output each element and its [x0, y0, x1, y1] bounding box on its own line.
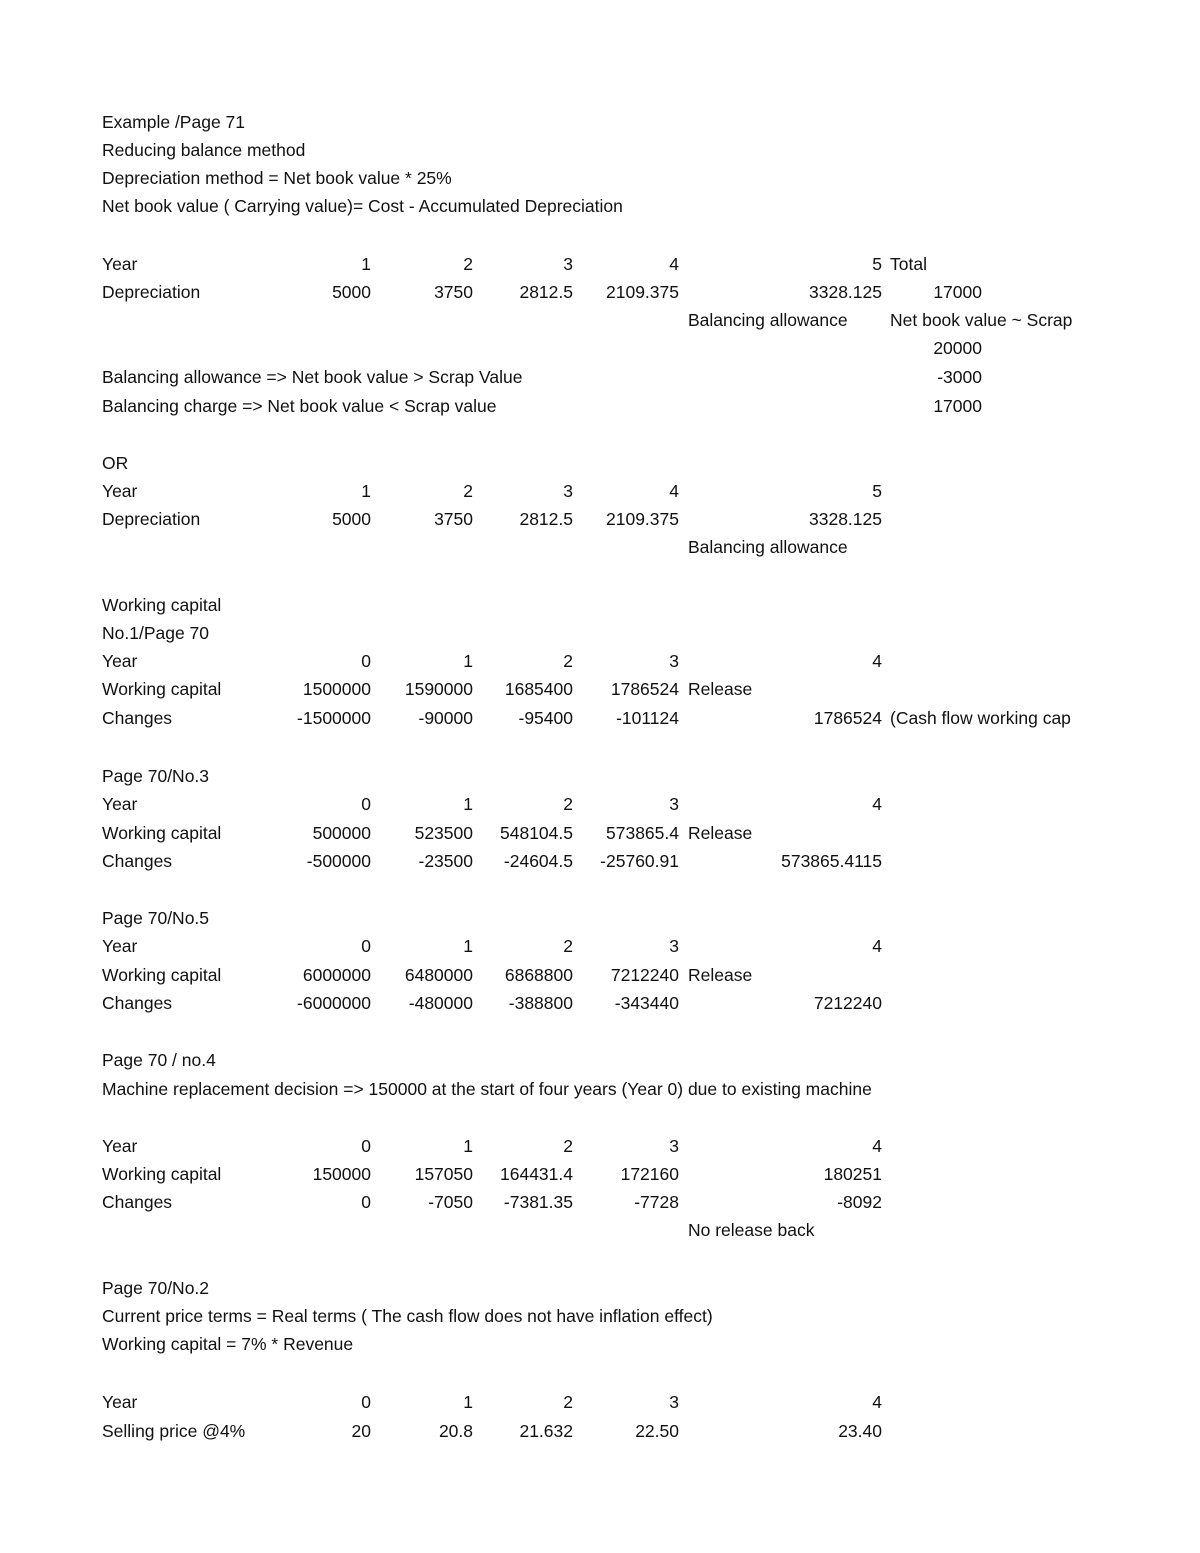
cell-col-b: 0	[361, 651, 371, 671]
cell-col-g: 23.40	[838, 1421, 882, 1441]
cell-col-e: -25760.91	[600, 851, 679, 871]
cell-col-e: -101124	[616, 708, 679, 728]
cell-col-f: Release	[688, 823, 753, 843]
cell-label: Working capital	[102, 595, 222, 615]
sheet-row	[0, 848, 1200, 874]
cell-col-b: 150000	[312, 1164, 371, 1184]
sheet-row	[0, 962, 1200, 988]
sheet-row	[0, 676, 1200, 702]
cell-col-d: 2	[563, 936, 573, 956]
cell-col-e: 4	[669, 254, 679, 274]
sheet-row	[0, 335, 1200, 361]
cell-col-c: 1	[463, 1392, 473, 1412]
cell-label: Selling price @4%	[102, 1421, 246, 1441]
sheet-row	[0, 251, 1200, 277]
cell-col-g: 3328.125	[809, 282, 882, 302]
sheet-row	[0, 620, 1200, 646]
cell-col-e: 3	[669, 1136, 679, 1156]
cell-col-g: 7212240	[813, 993, 882, 1013]
cell-col-b: 20	[351, 1421, 371, 1441]
cell-label: Year	[102, 1392, 138, 1412]
cell-col-g: 4	[872, 1392, 882, 1412]
sheet-row	[0, 1418, 1200, 1444]
cell-col-b: -500000	[306, 851, 371, 871]
cell-label: Depreciation method = Net book value * 25%	[102, 168, 452, 188]
cell-col-f: Balancing allowance	[688, 537, 848, 557]
sheet-row	[0, 1047, 1200, 1073]
sheet-row	[0, 648, 1200, 674]
cell-col-d: 2812.5	[519, 282, 573, 302]
cell-col-f: Release	[688, 679, 753, 699]
cell-label: Changes	[102, 708, 173, 728]
sheet-row	[0, 506, 1200, 532]
cell-col-c: 523500	[414, 823, 473, 843]
cell-col-c: 1	[463, 1136, 473, 1156]
cell-col-b: -6000000	[297, 993, 371, 1013]
cell-col-c: 157050	[414, 1164, 473, 1184]
cell-col-e: 3	[669, 651, 679, 671]
sheet-row	[0, 820, 1200, 846]
cell-col-d: -388800	[508, 993, 573, 1013]
sheet-row	[0, 1275, 1200, 1301]
sheet-row	[0, 763, 1200, 789]
sheet-row	[0, 1076, 1200, 1102]
cell-col-c: 1590000	[404, 679, 473, 699]
cell-col-h: 17000	[933, 396, 982, 416]
cell-label: Year	[102, 481, 138, 501]
cell-col-b: 1	[361, 254, 371, 274]
sheet-row	[0, 165, 1200, 191]
cell-col-c: -90000	[418, 708, 473, 728]
cell-col-c: 20.8	[438, 1421, 473, 1441]
cell-col-e: 2109.375	[606, 282, 679, 302]
sheet-row	[0, 307, 1200, 333]
cell-col-e: 172160	[620, 1164, 679, 1184]
cell-label: Year	[102, 794, 138, 814]
cell-col-e: 3	[669, 794, 679, 814]
cell-col-c: 1	[463, 794, 473, 814]
cell-col-b: -1500000	[297, 708, 371, 728]
cell-label: Working capital	[102, 823, 222, 843]
sheet-row	[0, 705, 1200, 731]
cell-col-h: Total	[890, 254, 927, 274]
sheet-row	[0, 364, 1200, 390]
cell-col-e: 3	[669, 936, 679, 956]
cell-label: Working capital = 7% * Revenue	[102, 1334, 354, 1354]
sheet-row	[0, 534, 1200, 560]
cell-label: Page 70 / no.4	[102, 1050, 216, 1070]
cell-col-c: 2	[463, 481, 473, 501]
cell-col-e: 7212240	[610, 965, 679, 985]
cell-col-d: -24604.5	[503, 851, 573, 871]
cell-label: Depreciation	[102, 282, 201, 302]
sheet-row	[0, 478, 1200, 504]
cell-label: Depreciation	[102, 509, 201, 529]
cell-col-g: 4	[872, 1136, 882, 1156]
cell-label: Reducing balance method	[102, 140, 306, 160]
cell-col-b: 1500000	[302, 679, 371, 699]
sheet-row	[0, 393, 1200, 419]
sheet-row	[0, 137, 1200, 163]
cell-col-e: 22.50	[635, 1421, 679, 1441]
cell-col-e: 2109.375	[606, 509, 679, 529]
cell-col-d: 6868800	[504, 965, 573, 985]
cell-col-b: 5000	[332, 509, 371, 529]
cell-col-g: 1786524	[813, 708, 882, 728]
cell-label: Year	[102, 936, 138, 956]
sheet-row	[0, 1331, 1200, 1357]
cell-col-d: -95400	[518, 708, 573, 728]
cell-col-f: No release back	[688, 1220, 815, 1240]
sheet-row	[0, 279, 1200, 305]
cell-label: Example /Page 71	[102, 112, 246, 132]
cell-label: Changes	[102, 851, 173, 871]
cell-col-g: 4	[872, 936, 882, 956]
cell-label: Balancing allowance => Net book value > Scrap Value	[102, 367, 523, 387]
sheet-row	[0, 109, 1200, 135]
cell-col-b: 0	[361, 794, 371, 814]
cell-col-b: 0	[361, 1192, 371, 1212]
cell-col-d: 3	[563, 254, 573, 274]
cell-label: Year	[102, 651, 138, 671]
cell-col-h: (Cash flow working cap	[890, 708, 1071, 728]
cell-col-e: -7728	[634, 1192, 679, 1212]
sheet-row	[0, 990, 1200, 1016]
cell-label: Net book value ( Carrying value)= Cost - Accumulated Depreciation	[102, 196, 623, 216]
cell-col-e: 3	[669, 1392, 679, 1412]
sheet-row	[0, 1133, 1200, 1159]
sheet-row	[0, 1389, 1200, 1415]
cell-col-g: 3328.125	[809, 509, 882, 529]
cell-col-c: 1	[463, 936, 473, 956]
cell-col-g: 573865.4115	[781, 851, 882, 871]
cell-col-b: 6000000	[302, 965, 371, 985]
sheet-row	[0, 1161, 1200, 1187]
cell-label: Working capital	[102, 965, 222, 985]
cell-col-h: 20000	[933, 338, 982, 358]
cell-col-g: 4	[872, 794, 882, 814]
cell-col-g: 5	[872, 254, 882, 274]
sheet-row	[0, 933, 1200, 959]
sheet-row	[0, 1303, 1200, 1329]
sheet-row	[0, 592, 1200, 618]
cell-col-d: 2812.5	[519, 509, 573, 529]
cell-label: Changes	[102, 1192, 173, 1212]
cell-col-d: 2	[563, 651, 573, 671]
cell-col-c: 2	[463, 254, 473, 274]
cell-col-c: 3750	[434, 282, 473, 302]
cell-col-c: 6480000	[404, 965, 473, 985]
cell-col-g: -8092	[837, 1192, 882, 1212]
sheet-row	[0, 1189, 1200, 1215]
cell-col-h: 17000	[933, 282, 982, 302]
sheet-row	[0, 1217, 1200, 1243]
cell-label: OR	[102, 453, 129, 473]
cell-col-b: 0	[361, 936, 371, 956]
cell-col-g: 180251	[823, 1164, 882, 1184]
cell-col-h: -3000	[937, 367, 982, 387]
cell-label: Working capital	[102, 1164, 222, 1184]
cell-col-g: 4	[872, 651, 882, 671]
cell-col-d: 2	[563, 1136, 573, 1156]
cell-col-b: 0	[361, 1392, 371, 1412]
cell-col-c: -7050	[428, 1192, 473, 1212]
cell-label: Changes	[102, 993, 173, 1013]
cell-col-b: 500000	[312, 823, 371, 843]
sheet-row	[0, 791, 1200, 817]
cell-label: Year	[102, 1136, 138, 1156]
cell-col-d: 3	[563, 481, 573, 501]
cell-col-c: -480000	[408, 993, 473, 1013]
cell-col-b: 1	[361, 481, 371, 501]
cell-col-d: 21.632	[519, 1421, 573, 1441]
sheet-row	[0, 905, 1200, 931]
cell-col-d: 548104.5	[500, 823, 573, 843]
cell-col-b: 0	[361, 1136, 371, 1156]
cell-col-c: -23500	[418, 851, 473, 871]
cell-label: Working capital	[102, 679, 222, 699]
cell-col-d: 2	[563, 794, 573, 814]
cell-col-d: 2	[563, 1392, 573, 1412]
cell-col-g: 5	[872, 481, 882, 501]
cell-col-c: 3750	[434, 509, 473, 529]
cell-col-b: 5000	[332, 282, 371, 302]
cell-col-f: Release	[688, 965, 753, 985]
cell-col-f: Balancing allowance	[688, 310, 848, 330]
sheet-row	[0, 193, 1200, 219]
cell-col-e: 573865.4	[606, 823, 679, 843]
cell-col-d: 164431.4	[500, 1164, 573, 1184]
cell-col-c: 1	[463, 651, 473, 671]
cell-col-h: Net book value ~ Scrap	[890, 310, 1073, 330]
cell-col-d: 1685400	[504, 679, 573, 699]
cell-label: Year	[102, 254, 138, 274]
sheet-row	[0, 450, 1200, 476]
cell-col-d: -7381.35	[503, 1192, 573, 1212]
cell-col-e: -343440	[614, 993, 679, 1013]
cell-label: Balancing charge => Net book value < Scrap value	[102, 396, 497, 416]
cell-label: Page 70/No.5	[102, 908, 210, 928]
cell-label: Machine replacement decision => 150000 at the start of four years (Year 0) due to existing machine	[102, 1079, 872, 1099]
cell-label: No.1/Page 70	[102, 623, 210, 643]
cell-label: Current price terms = Real terms ( The cash flow does not have inflation effect)	[102, 1306, 713, 1326]
cell-col-e: 4	[669, 481, 679, 501]
cell-col-e: 1786524	[610, 679, 679, 699]
cell-label: Page 70/No.3	[102, 766, 210, 786]
cell-label: Page 70/No.2	[102, 1278, 210, 1298]
